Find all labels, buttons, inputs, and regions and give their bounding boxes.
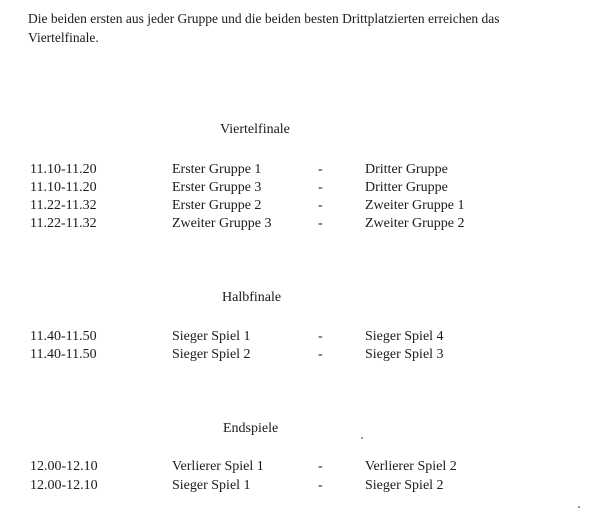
match-home-team: Sieger Spiel 1 <box>172 329 251 344</box>
intro-line-1: Die beiden ersten aus jeder Gruppe und die beiden besten Drittplatzierten erreichen das <box>28 11 500 26</box>
section-title-halbfinale: Halbfinale <box>222 290 282 305</box>
match-separator: - <box>318 329 323 344</box>
match-home-team: Erster Gruppe 3 <box>172 180 262 195</box>
section-title-viertelfinale: Viertelfinale <box>220 122 290 137</box>
match-time: 11.40-11.50 <box>30 347 97 362</box>
match-time: 11.40-11.50 <box>30 329 97 344</box>
match-row <box>0 459 600 477</box>
match-away-team: Sieger Spiel 2 <box>365 478 444 493</box>
intro-line-2: Viertelfinale. <box>28 30 99 45</box>
match-away-team: Dritter Gruppe <box>365 162 448 177</box>
match-time: 12.00-12.10 <box>30 478 98 493</box>
match-away-team: Zweiter Gruppe 2 <box>365 216 465 231</box>
match-row <box>0 347 600 365</box>
match-separator: - <box>318 216 323 231</box>
match-separator: - <box>318 162 323 177</box>
match-away-team: Sieger Spiel 4 <box>365 329 444 344</box>
match-separator: - <box>318 347 323 362</box>
match-home-team: Sieger Spiel 2 <box>172 347 251 362</box>
match-separator: - <box>318 180 323 195</box>
match-time: 11.10-11.20 <box>30 162 97 177</box>
match-row <box>0 198 600 216</box>
match-time: 11.22-11.32 <box>30 198 97 213</box>
match-away-team: Sieger Spiel 3 <box>365 347 444 362</box>
match-row <box>0 180 600 198</box>
match-home-team: Verlierer Spiel 1 <box>172 459 264 474</box>
match-away-team: Verlierer Spiel 2 <box>365 459 457 474</box>
match-separator: - <box>318 478 323 493</box>
match-row <box>0 216 600 234</box>
match-away-team: Zweiter Gruppe 1 <box>365 198 465 213</box>
match-away-team: Dritter Gruppe <box>365 180 448 195</box>
intro-paragraph <box>28 9 594 47</box>
match-home-team: Erster Gruppe 2 <box>172 198 262 213</box>
match-home-team: Erster Gruppe 1 <box>172 162 262 177</box>
match-row <box>0 478 600 496</box>
match-home-team: Zweiter Gruppe 3 <box>172 216 272 231</box>
scan-speck <box>578 506 580 508</box>
section-title-endspiele: Endspiele <box>223 421 279 436</box>
match-time: 11.22-11.32 <box>30 216 97 231</box>
match-separator: - <box>318 198 323 213</box>
match-home-team: Sieger Spiel 1 <box>172 478 251 493</box>
match-time: 11.10-11.20 <box>30 180 97 195</box>
scan-speck <box>361 437 363 439</box>
match-time: 12.00-12.10 <box>30 459 98 474</box>
match-row <box>0 329 600 347</box>
match-separator: - <box>318 459 323 474</box>
match-row <box>0 162 600 180</box>
